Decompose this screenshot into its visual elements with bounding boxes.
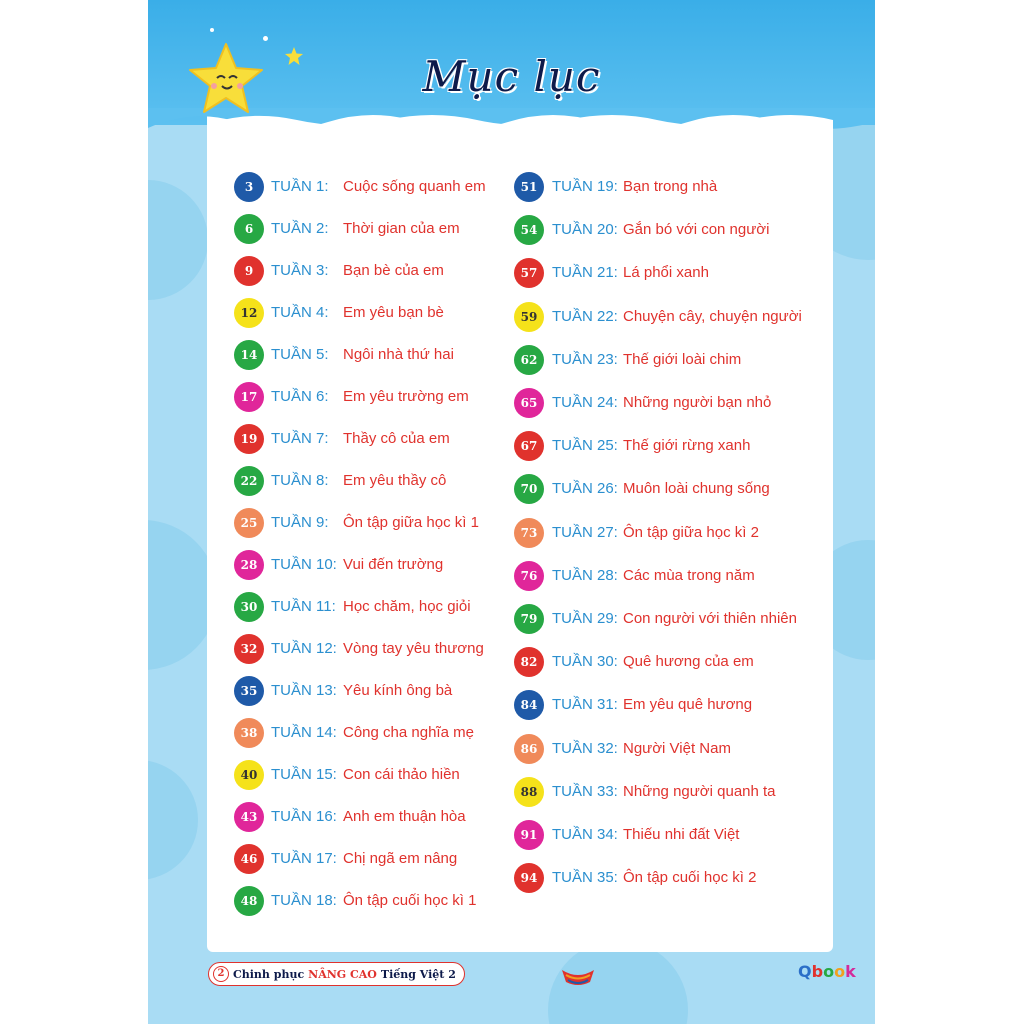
bg-bubble <box>148 760 198 880</box>
toc-entry <box>234 844 534 874</box>
toc-entry <box>514 388 814 418</box>
week-label: TUẦN 3: <box>271 262 329 279</box>
page-number-badge: 65 <box>514 388 544 418</box>
toc-entry <box>234 508 534 538</box>
page-number-badge: 86 <box>514 734 544 764</box>
page-number-badge: 59 <box>514 302 544 332</box>
page-number-badge: 82 <box>514 647 544 677</box>
week-label: TUẦN 27: <box>552 523 618 541</box>
toc-entry <box>514 734 814 764</box>
bg-bubble <box>148 180 208 300</box>
logo-letter: k <box>845 962 856 981</box>
week-label: TUẦN 29: <box>552 610 618 627</box>
toc-entry <box>514 215 814 245</box>
week-label: TUẦN 11: <box>271 598 336 615</box>
toc-entry <box>514 820 814 850</box>
toc-entry <box>234 466 534 496</box>
page-number-badge: 30 <box>234 592 264 622</box>
book-page <box>148 0 875 1024</box>
topic-title: Quê hương của em <box>623 653 754 671</box>
topic-title: Bạn trong nhà <box>623 178 718 195</box>
topic-title: Em yêu quê hương <box>623 696 753 714</box>
topic-title: Thế giới rừng xanh <box>623 437 751 455</box>
sparkle-dot <box>263 36 268 41</box>
book-title-prefix: Chinh phục <box>233 967 305 981</box>
week-label: TUẦN 31: <box>552 696 618 714</box>
page-number-badge: 14 <box>234 340 264 370</box>
toc-entry <box>234 886 534 916</box>
topic-title: Thiếu nhi đất Việt <box>623 826 740 843</box>
week-label: TUẦN 15: <box>271 766 337 783</box>
week-label: TUẦN 14: <box>271 724 337 741</box>
toc-entry <box>234 214 534 244</box>
page-number-badge: 35 <box>234 676 264 706</box>
page-number-badge: 38 <box>234 718 264 748</box>
page-number-badge: 32 <box>234 634 264 664</box>
book-title-suffix: Tiếng Việt 2 <box>380 967 456 981</box>
book-title-banner <box>208 962 465 986</box>
week-label: TUẦN 22: <box>552 307 618 325</box>
toc-entry <box>514 777 814 807</box>
page-number-badge: 17 <box>234 382 264 412</box>
topic-title: Lá phổi xanh <box>623 264 709 282</box>
week-label: TUẦN 10: <box>271 556 337 573</box>
page-number-badge: 94 <box>514 863 544 893</box>
topic-title: Ôn tập giữa học kì 2 <box>623 523 759 541</box>
toc-entry <box>234 172 534 202</box>
publisher-emblem-icon <box>560 966 596 992</box>
page-number-badge: 3 <box>234 172 264 202</box>
toc-entry <box>234 718 534 748</box>
topic-title: Em yêu thầy cô <box>343 472 447 489</box>
week-label: TUẦN 12: <box>271 640 337 657</box>
page-number: 2 <box>213 966 229 982</box>
topic-title: Chuyện cây, chuyện người <box>623 307 802 325</box>
topic-title: Thế giới loài chim <box>623 350 742 368</box>
topic-title: Học chăm, học giỏi <box>343 598 471 615</box>
week-label: TUẦN 24: <box>552 394 618 411</box>
toc-entry <box>234 760 534 790</box>
book-title-accent: NÂNG CAO <box>308 967 377 981</box>
logo-letter: b <box>811 962 824 981</box>
week-label: TUẦN 33: <box>552 782 618 800</box>
topic-title: Yêu kính ông bà <box>343 682 453 699</box>
week-label: TUẦN 18: <box>271 892 337 909</box>
page-number-badge: 40 <box>234 760 264 790</box>
page-number-badge: 43 <box>234 802 264 832</box>
topic-title: Con cái thảo hiền <box>343 766 460 783</box>
week-label: TUẦN 26: <box>552 480 618 498</box>
week-label: TUẦN 1: <box>271 178 329 195</box>
week-label: TUẦN 32: <box>552 739 618 757</box>
page-number-badge: 91 <box>514 820 544 850</box>
topic-title: Những người bạn nhỏ <box>623 394 772 411</box>
week-label: TUẦN 21: <box>552 264 618 282</box>
topic-title: Thời gian của em <box>343 220 460 237</box>
toc-entry <box>514 172 814 202</box>
topic-title: Chị ngã em nâng <box>343 850 458 867</box>
toc-entry <box>514 345 814 375</box>
topic-title: Anh em thuận hòa <box>343 808 466 825</box>
logo-letter: Q <box>798 962 812 981</box>
week-label: TUẦN 30: <box>552 653 618 671</box>
page-number-badge: 57 <box>514 258 544 288</box>
page-number-badge: 25 <box>234 508 264 538</box>
topic-title: Vui đến trường <box>343 556 444 573</box>
topic-title: Bạn bè của em <box>343 262 444 279</box>
week-label: TUẦN 20: <box>552 221 618 239</box>
toc-entry <box>514 647 814 677</box>
topic-title: Ôn tập cuối học kì 2 <box>623 869 757 887</box>
week-label: TUẦN 9: <box>271 514 329 531</box>
toc-entry <box>234 802 534 832</box>
week-label: TUẦN 13: <box>271 682 337 699</box>
toc-entry <box>514 518 814 548</box>
week-label: TUẦN 7: <box>271 430 329 447</box>
page-title: Mục lục <box>422 52 601 101</box>
week-label: TUẦN 25: <box>552 437 618 455</box>
toc-entry <box>234 424 534 454</box>
toc-entry <box>514 302 814 332</box>
topic-title: Ôn tập cuối học kì 1 <box>343 892 477 909</box>
qbook-logo <box>798 962 856 981</box>
page-number-badge: 48 <box>234 886 264 916</box>
toc-entry <box>234 256 534 286</box>
week-label: TUẦN 2: <box>271 220 329 237</box>
topic-title: Những người quanh ta <box>623 782 776 800</box>
week-label: TUẦN 16: <box>271 808 337 825</box>
topic-title: Con người với thiên nhiên <box>623 610 797 627</box>
toc-entry <box>514 863 814 893</box>
toc-entry <box>514 474 814 504</box>
topic-title: Muôn loài chung sống <box>623 480 770 498</box>
page-number-badge: 54 <box>514 215 544 245</box>
week-label: TUẦN 19: <box>552 178 618 195</box>
logo-letter: o <box>834 962 846 981</box>
page-number-badge: 84 <box>514 690 544 720</box>
topic-title: Ôn tập giữa học kì 1 <box>343 514 479 531</box>
page-number-badge: 79 <box>514 604 544 634</box>
page-number-badge: 76 <box>514 561 544 591</box>
topic-title: Thầy cô của em <box>343 430 450 447</box>
toc-entry <box>234 382 534 412</box>
page-number-badge: 22 <box>234 466 264 496</box>
toc-entry <box>514 561 814 591</box>
week-label: TUẦN 34: <box>552 826 618 843</box>
week-label: TUẦN 35: <box>552 869 618 887</box>
topic-title: Vòng tay yêu thương <box>343 640 484 657</box>
week-label: TUẦN 8: <box>271 472 329 489</box>
page-number-badge: 28 <box>234 550 264 580</box>
page-number-badge: 70 <box>514 474 544 504</box>
week-label: TUẦN 5: <box>271 346 329 363</box>
toc-entry <box>234 676 534 706</box>
toc-entry <box>234 298 534 328</box>
page-number-badge: 51 <box>514 172 544 202</box>
topic-title: Em yêu bạn bè <box>343 304 444 321</box>
topic-title: Em yêu trường em <box>343 388 469 405</box>
week-label: TUẦN 4: <box>271 304 329 321</box>
toc-entry <box>234 592 534 622</box>
toc-entry <box>514 431 814 461</box>
topic-title: Người Việt Nam <box>623 739 731 757</box>
toc-entry <box>234 550 534 580</box>
toc-entry <box>514 690 814 720</box>
topic-title: Công cha nghĩa mẹ <box>343 724 474 741</box>
topic-title: Ngôi nhà thứ hai <box>343 346 454 363</box>
page-number-badge: 19 <box>234 424 264 454</box>
sparkle-dot <box>210 28 214 32</box>
page-number-badge: 73 <box>514 518 544 548</box>
page-number-badge: 67 <box>514 431 544 461</box>
page-number-badge: 12 <box>234 298 264 328</box>
week-label: TUẦN 6: <box>271 388 329 405</box>
week-label: TUẦN 28: <box>552 566 618 584</box>
page-number-badge: 88 <box>514 777 544 807</box>
topic-title: Các mùa trong năm <box>623 566 755 584</box>
toc-entry <box>234 634 534 664</box>
page-number-badge: 9 <box>234 256 264 286</box>
topic-title: Cuộc sống quanh em <box>343 178 486 195</box>
toc-entry <box>514 258 814 288</box>
page-number-badge: 6 <box>234 214 264 244</box>
toc-entry <box>514 604 814 634</box>
week-label: TUẦN 17: <box>271 850 337 867</box>
logo-letter: o <box>823 962 835 981</box>
topic-title: Gắn bó với con người <box>623 221 770 239</box>
week-label: TUẦN 23: <box>552 350 618 368</box>
page-number-badge: 62 <box>514 345 544 375</box>
toc-entry <box>234 340 534 370</box>
page-number-badge: 46 <box>234 844 264 874</box>
